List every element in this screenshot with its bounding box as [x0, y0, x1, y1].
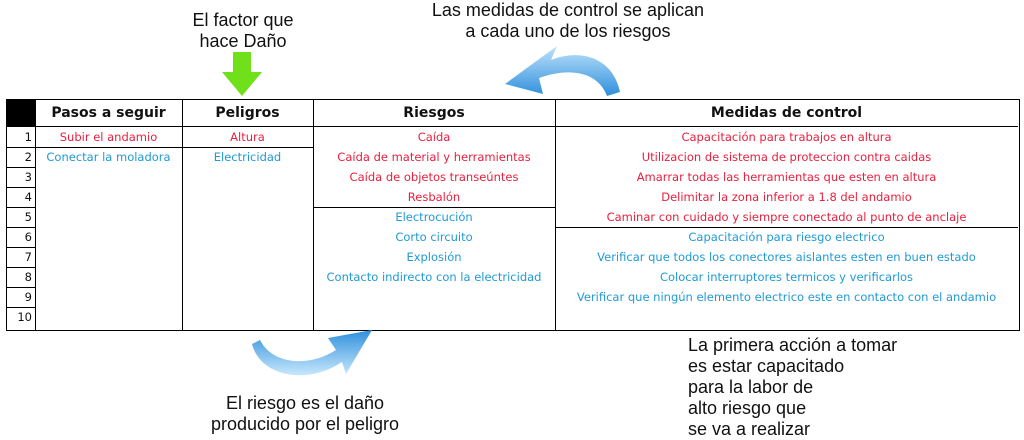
- medida-item: Capacitación para trabajos en altura: [681, 130, 892, 144]
- row-number: 6: [24, 230, 32, 244]
- table-corner: [7, 100, 35, 127]
- riesgo-item: Corto circuito: [395, 230, 473, 244]
- riesgo-item: Resbalón: [407, 190, 461, 204]
- riesgo-item: Caída: [417, 130, 451, 144]
- header-riesgos: Riesgos: [313, 100, 555, 127]
- medida-item: Utilizacion de sistema de proteccion contra caidas: [641, 150, 932, 164]
- medida-item: Delimitar la zona inferior a 1.8 del andamio: [661, 190, 912, 204]
- riesgo-item: Contacto indirecto con la electricidad: [326, 270, 542, 284]
- riesgo-item: Caída de objetos transeúntes: [349, 170, 519, 184]
- medidas-note-line1: Las medidas de control se aplican: [431, 0, 705, 20]
- riesgo-note: [200, 393, 410, 435]
- medidas-note: [400, 0, 736, 42]
- curved-arrow-to-riesgos-icon: [495, 44, 625, 102]
- paso-1: Subir el andamio: [59, 130, 158, 144]
- row-number: 2: [24, 150, 32, 164]
- medida-item: Verificar que ningún elemento electrico este en contacto con el andamio: [576, 290, 997, 304]
- header-medidas: Medidas de control: [555, 100, 1018, 127]
- green-down-arrow-icon: [220, 52, 264, 98]
- header-peligros: Peligros: [182, 100, 313, 127]
- primera-note-line4: alto riesgo que: [688, 398, 807, 418]
- medida-item: Capacitación para riesgo electrico: [688, 230, 885, 244]
- row-number: 5: [24, 210, 32, 224]
- peligro-electricidad: Electricidad: [213, 150, 282, 164]
- medida-item: Amarrar todas las herramientas que esten en altura: [636, 170, 937, 184]
- primera-note-line5: se va a realizar: [688, 419, 811, 439]
- medida-item: Colocar interruptores termicos y verificarlos: [659, 270, 914, 284]
- riesgo-item: Caída de material y herramientas: [337, 150, 531, 164]
- risk-table: [6, 99, 1020, 331]
- primera-accion-note: [688, 335, 938, 440]
- primera-note-line1: La primera acción a tomar: [688, 335, 898, 355]
- primera-note-line3: para la labor de: [688, 377, 814, 397]
- row-number: 3: [24, 170, 32, 184]
- header-pasos: Pasos a seguir: [35, 100, 182, 127]
- row-number: 10: [17, 310, 32, 324]
- medida-item: Caminar con cuidado y siempre conectado al punto de anclaje: [606, 210, 967, 224]
- riesgo-note-line2: producido por el peligro: [210, 414, 400, 434]
- riesgo-item: Explosión: [406, 250, 462, 264]
- curved-arrow-to-riesgos-bottom-icon: [248, 328, 378, 384]
- medidas-note-line2: a cada uno de los riesgos: [465, 21, 671, 41]
- peligro-altura: Altura: [230, 130, 265, 144]
- row-number: 9: [24, 290, 32, 304]
- row-number: 4: [24, 190, 32, 204]
- row-number: 1: [24, 130, 32, 144]
- row-number: 8: [24, 270, 32, 284]
- factor-note-line1: El factor que: [192, 10, 294, 30]
- riesgo-note-line1: El riesgo es el daño: [225, 393, 385, 413]
- factor-note-line2: hace Daño: [199, 31, 287, 51]
- factor-note: [178, 10, 308, 52]
- primera-note-line2: es estar capacitado: [688, 356, 845, 376]
- paso-2: Conectar la moladora: [46, 150, 171, 164]
- riesgo-item: Electrocución: [395, 210, 473, 224]
- medida-item: Verificar que todos los conectores aislantes esten en buen estado: [597, 250, 976, 264]
- row-number: 7: [24, 250, 32, 264]
